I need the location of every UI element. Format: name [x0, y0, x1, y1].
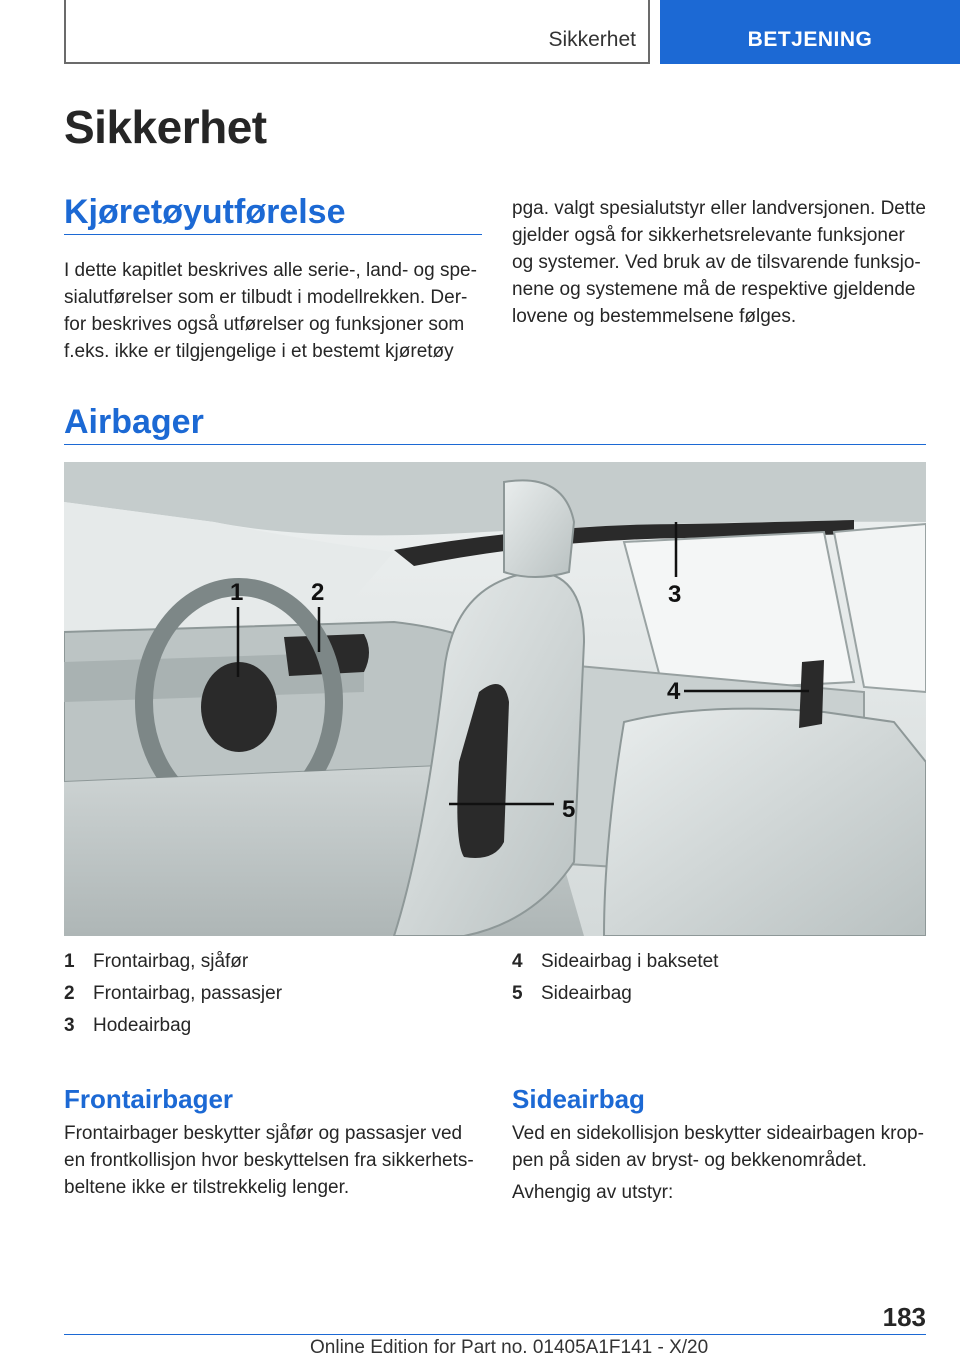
callout-5: 5 [562, 796, 576, 823]
legend-label: Hodeairbag [93, 1015, 192, 1036]
text-line: gjelder også for sikkerhetsrelevante funksjoner [512, 225, 905, 246]
text-line: for beskrives også utførelser og funksjoner som [64, 314, 465, 335]
text-line: og systemer. Ved bruk av de tilsvarende funksjo- [512, 252, 921, 273]
legend-label: Sideairbag [541, 983, 632, 1004]
intro-col2 [512, 195, 932, 330]
callout-2: 2 [311, 579, 325, 606]
text-line: pga. valgt spesialutstyr eller landversjonen. Dette [512, 198, 927, 219]
page-number: 183 [882, 1302, 926, 1332]
footer-rule [64, 1334, 926, 1335]
intro-col1 [64, 257, 484, 365]
footer-edition: Online Edition for Part no. 01405A1F141 - X/20 [310, 1337, 709, 1358]
heading-rule [64, 234, 482, 235]
rear-side-airbag-shape [799, 660, 824, 728]
car-interior-drawing [64, 462, 926, 936]
front-airbags-text [64, 1120, 494, 1201]
legend-label: Sideairbag i baksetet [541, 951, 719, 972]
callout-4: 4 [667, 678, 681, 705]
text-line: Frontairbager beskytter sjåfør og passasjer ved [64, 1123, 463, 1144]
legend-item [512, 946, 932, 978]
text-line: nene og systemene må de respektive gjeldende [512, 279, 916, 300]
legend-label: Frontairbag, sjåfør [93, 951, 249, 972]
text-line: I dette kapitlet beskrives alle serie-, land- og spe- [64, 260, 477, 281]
heading-front-airbags: Frontairbager [64, 1084, 234, 1114]
heading-airbags: Airbager [64, 403, 204, 441]
legend-left [64, 946, 484, 1042]
heading-rule [64, 444, 926, 445]
header-chapter-tab[interactable] [660, 0, 960, 64]
legend-number: 5 [512, 983, 523, 1004]
side-airbag-text [512, 1120, 942, 1174]
text-line: Ved en sidekollisjon beskytter sideairbagen krop- [512, 1123, 924, 1144]
page-title: Sikkerhet [64, 101, 267, 153]
text-line: sialutførelser som er tilbudt i modellrekken. Der- [64, 287, 468, 308]
equipment-note: Avhengig av utstyr: [512, 1182, 674, 1203]
legend-number: 1 [64, 951, 75, 972]
header-chapter-label: BETJENING [747, 28, 873, 51]
text-line: f.eks. ikke er tilgjengelige i et bestemt kjøretøy [64, 341, 454, 362]
heading-vehicle-design: Kjøretøyutførelse [64, 193, 346, 231]
legend-item [64, 946, 484, 978]
legend-item [64, 1010, 484, 1042]
text-line: en frontkollisjon hvor beskyttelsen fra sikkerhets- [64, 1150, 474, 1171]
text-line: beltene ikke er tilstrekkelig lenger. [64, 1177, 350, 1198]
legend-item [64, 978, 484, 1010]
legend-number: 4 [512, 951, 523, 972]
heading-side-airbag: Sideairbag [512, 1084, 645, 1114]
text-line: lovene og bestemmelsene følges. [512, 306, 797, 327]
text-line: pen på siden av bryst- og bekkenområdet. [512, 1150, 867, 1171]
callout-1: 1 [230, 579, 244, 606]
legend-item [512, 978, 932, 1010]
callout-3: 3 [668, 581, 682, 608]
header-section-label: Sikkerhet [548, 28, 636, 51]
legend-number: 3 [64, 1015, 75, 1036]
airbag-illustration [64, 462, 926, 936]
legend-right [512, 946, 932, 1010]
legend-label: Frontairbag, passasjer [93, 983, 283, 1004]
header-section-tab [64, 0, 650, 64]
legend-number: 2 [64, 983, 75, 1004]
